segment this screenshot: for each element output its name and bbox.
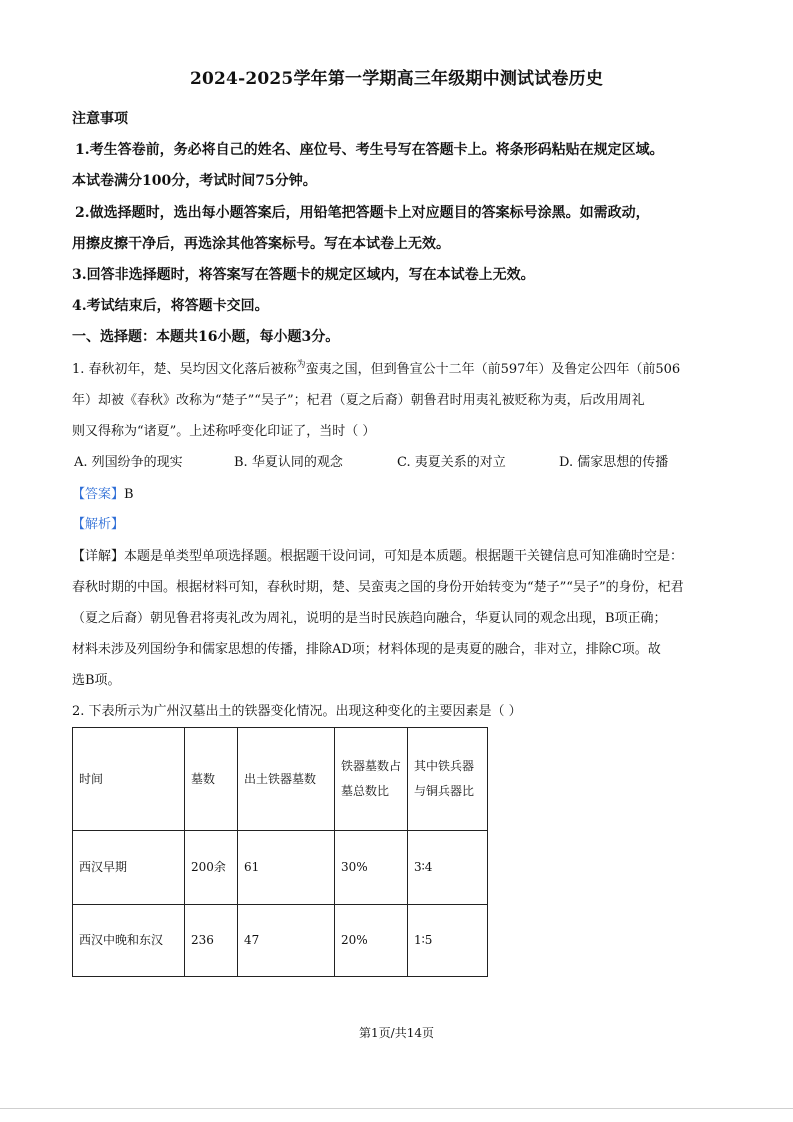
detail-line: 材料未涉及列国纷争和儒家思想的传播，排除AD项；材料体现的是夷夏的融合，非对立，排除C项。故 xyxy=(72,642,661,657)
table-header-cell: 其中铁兵器与铜兵器比 xyxy=(408,728,488,831)
question-1-text: 1. 春秋初年，楚、吴均因文化落后被称 xyxy=(72,362,297,377)
answer-line xyxy=(72,483,134,502)
question-2-stem: 2. 下表所示为广州汉墓出土的铁器变化情况。出现这种变化的主要因素是（ ） xyxy=(72,704,522,719)
notice-item: 1.考生答卷前，务必将自己的姓名、座位号、考生号写在答题卡上。将条形码粘贴在规定区域。 xyxy=(75,142,664,158)
question-1-mark: 为 xyxy=(296,360,306,370)
option-b: B. 华夏认同的观念 xyxy=(234,455,343,470)
divider xyxy=(0,1108,793,1109)
question-1-line: 则又得称为“诸夏”。上述称呼变化印证了，当时（ ） xyxy=(72,424,376,439)
notice-item: 用擦皮擦干净后，再选涂其他答案标号。写在本试卷上无效。 xyxy=(72,236,450,252)
question-1-line xyxy=(72,358,680,377)
page-title: 2024-2025学年第一学期高三年级期中测试试卷历史 xyxy=(189,69,604,89)
notice-item: 3.回答非选择题时，将答案写在答题卡的规定区域内，写在本试卷上无效。 xyxy=(72,267,535,283)
notice-heading: 注意事项 xyxy=(72,111,128,127)
notice-item: 4.考试结束后，将答题卡交回。 xyxy=(72,298,269,314)
table-cell: 30% xyxy=(335,831,408,905)
detail-line: 选B项。 xyxy=(72,673,121,688)
table-header-cell: 出土铁器墓数 xyxy=(238,728,335,831)
detail-line xyxy=(72,545,683,564)
table-cell: 1∶5 xyxy=(408,905,488,977)
detail-line: （夏之后裔）朝见鲁君将夷礼改为周礼，说明的是当时民族趋向融合，华夏认同的观念出现，B项正确； xyxy=(72,611,667,626)
notice-item: 2.做选择题时，选出每小题答案后，用铅笔把答题卡上对应题目的答案标号涂黑。如需政动， xyxy=(75,205,650,221)
table-cell: 3∶4 xyxy=(408,831,488,905)
table-row xyxy=(73,831,488,905)
table-header-cell: 时间 xyxy=(73,728,185,831)
answer-label: 【答案】 xyxy=(72,487,125,502)
table-header-cell: 铁器墓数占墓总数比 xyxy=(335,728,408,831)
table-cell: 200余 xyxy=(185,831,238,905)
detail-line: 春秋时期的中国。根据材料可知，春秋时期，楚、吴蛮夷之国的身份开始转变为“楚子”“吴子”的身份，杞君 xyxy=(72,580,684,595)
table-row xyxy=(73,905,488,977)
option-a: A. 列国纷争的现实 xyxy=(74,455,183,470)
answer-value: B xyxy=(124,487,134,502)
option-d: D. 儒家思想的传播 xyxy=(559,455,669,470)
iron-ware-table xyxy=(72,727,488,977)
table-header-row xyxy=(73,728,488,831)
table-cell: 236 xyxy=(185,905,238,977)
detail-text: 本题是单类型单项选择题。根据题干设问词，可知是本质题。根据题干关键信息可知准确时空是： xyxy=(124,549,684,564)
table-cell: 20% xyxy=(335,905,408,977)
table-header-cell: 墓数 xyxy=(185,728,238,831)
question-1-line: 年）却被《春秋》改称为“楚子”“吴子”；杞君（夏之后裔）朝鲁君时用夷礼被贬称为夷，后改用周礼 xyxy=(72,393,645,408)
notice-item: 本试卷满分100分，考试时间75分钟。 xyxy=(72,173,317,189)
page-number: 第1页/共14页 xyxy=(359,1026,434,1040)
option-c: C. 夷夏关系的对立 xyxy=(397,455,506,470)
detail-label: 【详解】 xyxy=(72,549,125,564)
question-1-text: 蛮夷之国，但到鲁宣公十二年（前597年）及鲁定公四年（前506 xyxy=(305,362,681,377)
table-cell: 西汉中晚和东汉 xyxy=(73,905,185,977)
table-cell: 47 xyxy=(238,905,335,977)
analysis-label: 【解析】 xyxy=(72,517,125,532)
table-cell: 61 xyxy=(238,831,335,905)
table-cell: 西汉早期 xyxy=(73,831,185,905)
section-heading: 一、选择题：本题共16小题，每小题3分。 xyxy=(72,329,340,345)
